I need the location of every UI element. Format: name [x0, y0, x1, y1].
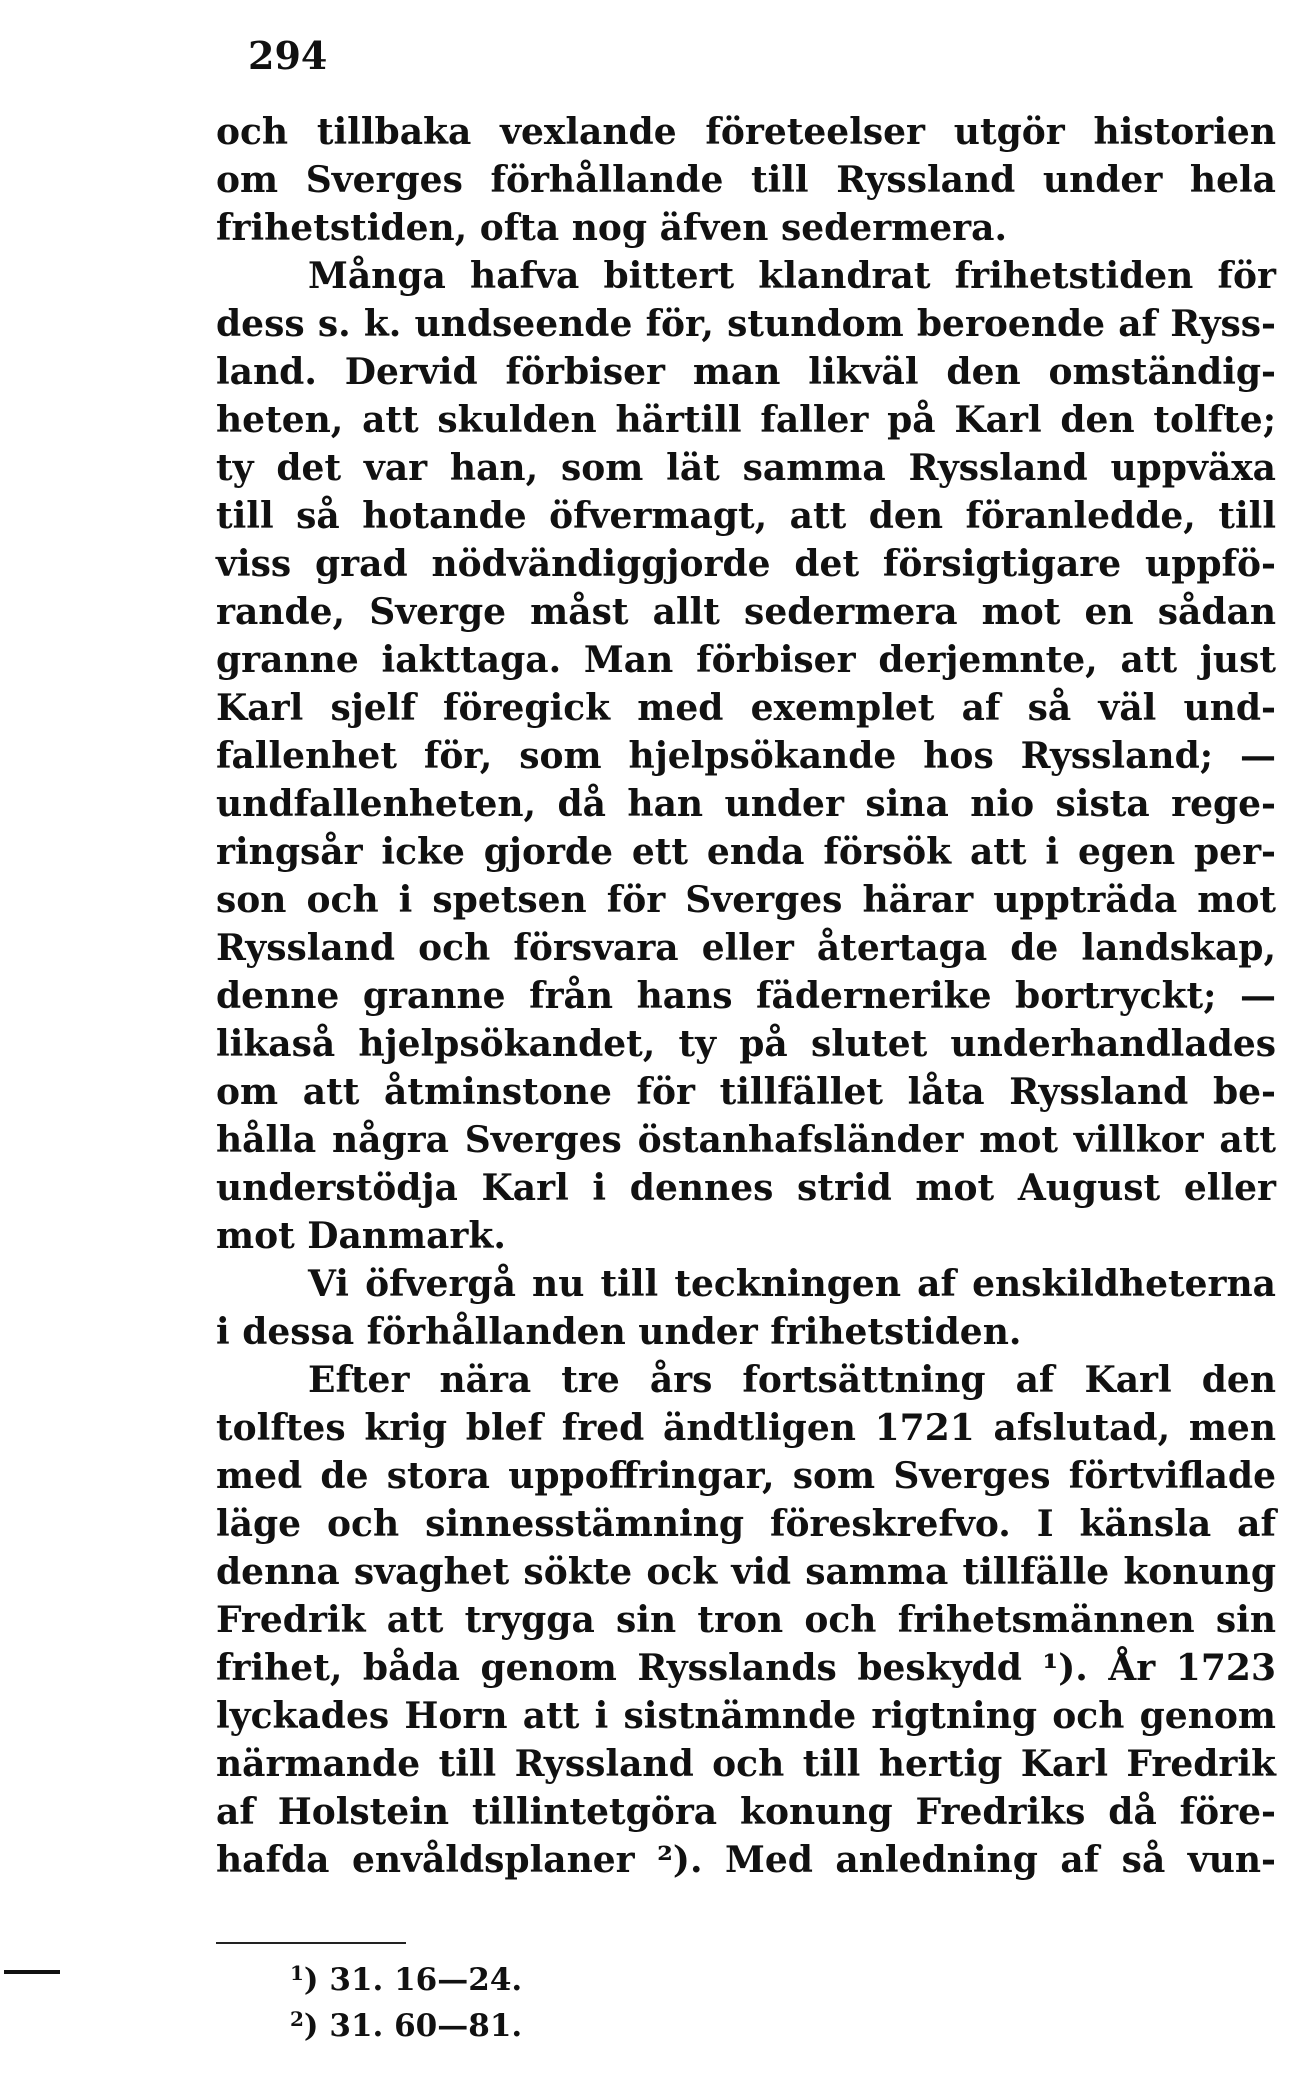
footnote-text: ) 31. 60—81.: [303, 2008, 523, 2044]
text-line: Ryssland och försvara eller återtaga de landskap,: [216, 927, 1276, 969]
text-line: af Holstein tillintetgöra konung Fredriks då före-: [216, 1791, 1276, 1833]
text-line: med de stora uppoffringar, som Sverges förtviflade: [216, 1455, 1276, 1497]
text-line: likaså hjelpsökandet, ty på slutet underhandlades: [216, 1023, 1276, 1065]
text-line: Efter nära tre års fortsättning af Karl den: [308, 1359, 1276, 1401]
text-line: granne iakttaga. Man förbiser derjemnte, att just: [216, 639, 1276, 681]
margin-dash-mark: [4, 1970, 60, 1974]
text-line: ringsår icke gjorde ett enda försök att i egen per-: [216, 831, 1276, 873]
text-line: Karl sjelf föregick med exemplet af så väl und-: [216, 687, 1276, 729]
text-line: läge och sinnesstämning föreskrefvo. I känsla af: [216, 1503, 1276, 1545]
text-line: denne granne från hans fädernerike bortryckt; —: [216, 975, 1276, 1017]
text-line: undfallenheten, då han under sina nio sista rege-: [216, 783, 1276, 825]
text-line: Fredrik att trygga sin tron och frihetsmännen sin: [216, 1599, 1276, 1641]
text-line: ty det var han, som lät samma Ryssland uppväxa: [216, 447, 1276, 489]
text-line: frihetstiden, ofta nog äfven sedermera.: [216, 207, 1007, 249]
text-line: viss grad nödvändiggjorde det försigtigare uppfö-: [216, 543, 1276, 585]
text-line: tolftes krig blef fred ändtligen 1721 afslutad, men: [216, 1407, 1276, 1449]
footnote-mark: 1: [290, 1961, 304, 1985]
footnotes: [290, 1950, 790, 2042]
text-line: fallenhet för, som hjelpsökande hos Ryssland; —: [216, 735, 1276, 777]
text-line: dess s. k. undseende för, stundom beroende af Ryss-: [216, 303, 1276, 345]
text-line: mot Danmark.: [216, 1215, 506, 1257]
text-line: till så hotande öfvermagt, att den föranledde, till: [216, 495, 1276, 537]
text-line: frihet, båda genom Rysslands beskydd ¹). År 1723: [216, 1647, 1276, 1689]
text-line: om att åtminstone för tillfället låta Ryssland be-: [216, 1071, 1276, 1113]
text-line: understödja Karl i dennes strid mot August eller: [216, 1167, 1276, 1209]
text-line: son och i spetsen för Sverges härar uppträda mot: [216, 879, 1276, 921]
text-line: Många hafva bittert klandrat frihetstiden för: [308, 255, 1276, 297]
text-line: och tillbaka vexlande företeelser utgör historien: [216, 111, 1276, 153]
footnote-mark: 2: [290, 2007, 304, 2031]
text-line: hafda envåldsplaner ²). Med anledning af så vun-: [216, 1839, 1276, 1881]
footnote: [290, 1950, 790, 1996]
text-line: om Sverges förhållande till Ryssland under hela: [216, 159, 1276, 201]
text-line: rande, Sverge måst allt sedermera mot en sådan: [216, 591, 1276, 633]
footnote-text: ) 31. 16—24.: [303, 1962, 523, 1998]
page-number: 294: [248, 33, 328, 78]
text-line: närmande till Ryssland och till hertig Karl Fredrik: [216, 1743, 1276, 1785]
text-line: land. Dervid förbiser man likväl den omständig-: [216, 351, 1276, 393]
text-line: lyckades Horn att i sistnämnde rigtning och genom: [216, 1695, 1276, 1737]
body-text: [216, 108, 1276, 1884]
text-line: i dessa förhållanden under frihetstiden.: [216, 1311, 1022, 1353]
footnote: [290, 1996, 790, 2042]
text-line: heten, att skulden härtill faller på Karl den tolfte;: [216, 399, 1276, 441]
text-line: denna svaghet sökte ock vid samma tillfälle konung: [216, 1551, 1276, 1593]
footnote-divider: [216, 1942, 406, 1944]
text-line: Vi öfvergå nu till teckningen af enskildheterna: [308, 1263, 1276, 1305]
text-line: hålla några Sverges östanhafsländer mot villkor att: [216, 1119, 1276, 1161]
